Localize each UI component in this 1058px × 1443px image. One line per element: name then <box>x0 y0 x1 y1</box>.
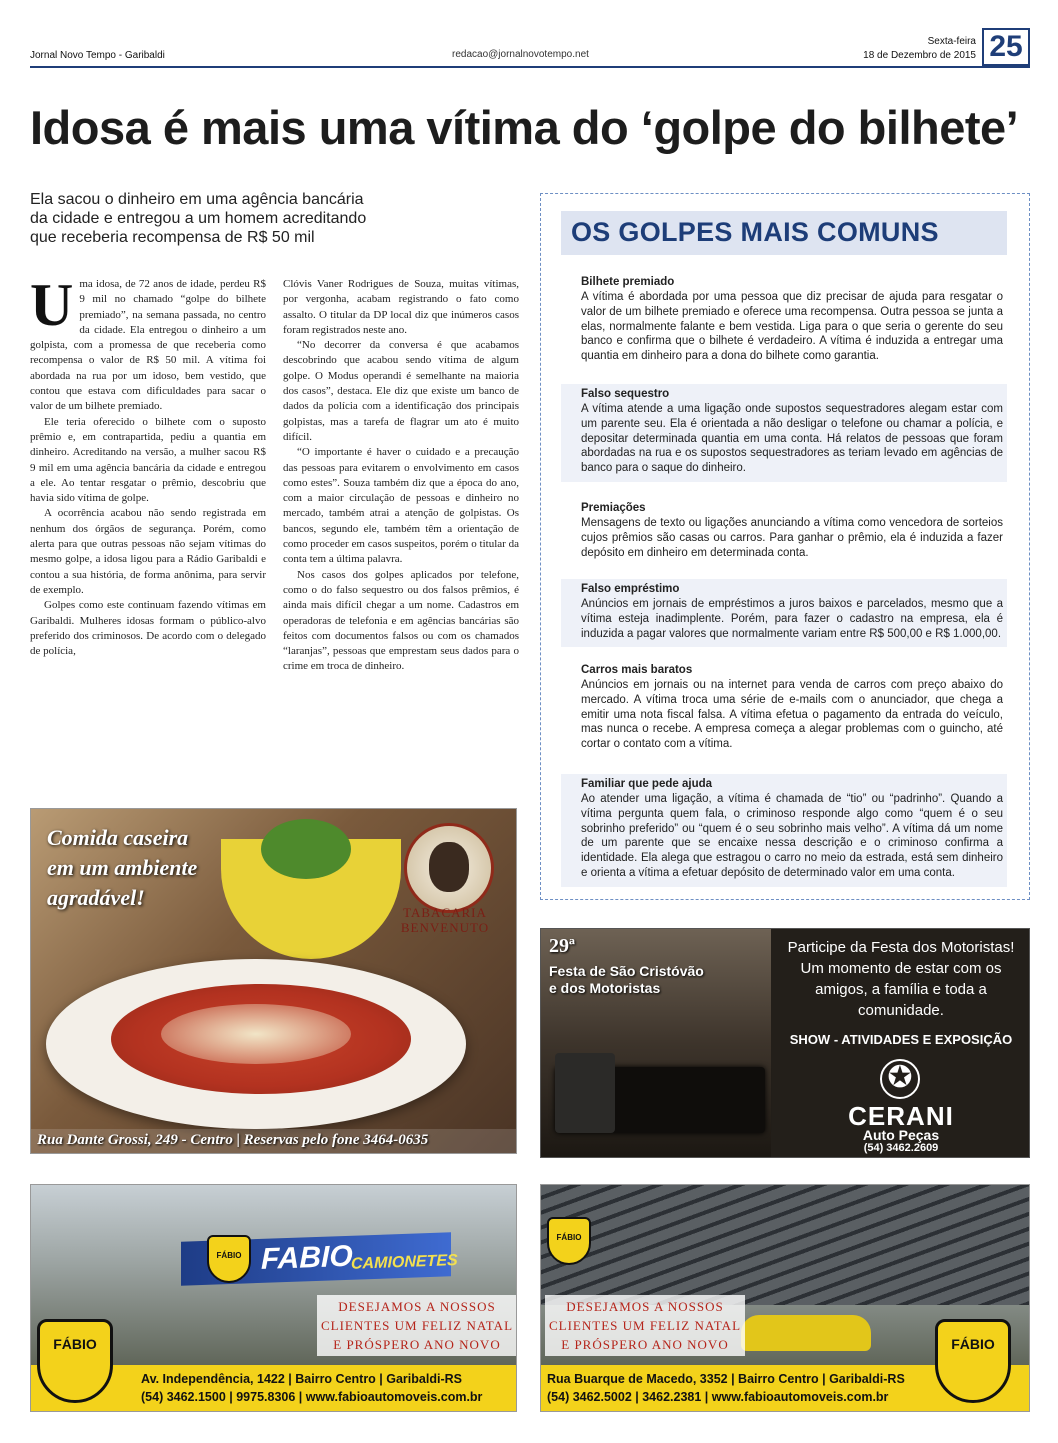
message-line: DESEJAMOS A NOSSOS <box>566 1299 724 1314</box>
fabio-automoveis-ad[interactable] <box>540 1184 1030 1412</box>
lede-line: da cidade e entregou a um homem acreditando <box>30 210 367 228</box>
truck-image <box>555 1067 765 1133</box>
paragraph: Clóvis Vaner Rodrigues de Souza, muitas vítimas, por vergonha, acabam registrando o fato como assalto. O titular da DP local diz que inúmeros casos foram registrados neste ano. <box>283 278 519 336</box>
publication-name: Jornal Novo Tempo - Garibaldi <box>30 50 165 61</box>
christmas-message <box>317 1295 517 1356</box>
scam-text: Anúncios em jornais de empréstimos a juros baixos e parcelados, mesmo que a vítima esteja inadimplente. Porém, para fazer o cadastro na empresa, ela é induzida a pagar valores que normalmente variam entre R$ 500,00 e R$ 1.000,00. <box>581 598 1003 640</box>
paragraph: Ele teria oferecido o bilhete com o suposto prêmio e, em contrapartida, pediu a quantia em dinheiro. Acreditando na versão, a mulher sacou R$ 9 mil em uma agência bancária da cidade e entregou a ele. Ao tentar resgatar o prêmio, descobriu que havia sido vítima de golpe. <box>30 415 266 505</box>
scam-item <box>561 579 1007 647</box>
invite-line: Participe da Festa dos Motoristas! <box>787 939 1015 956</box>
message-line: CLIENTES UM FELIZ NATAL <box>320 1318 514 1333</box>
paragraph: Nos casos dos golpes aplicados por telefone, como o do falso sequestro ou dos falsos prêmios, é ainda mais difícil chegar a um nome. Cadastros em operadoras de telefonia e em agências bancárias são feitos com documentos falsos ou com os chamados “laranjas”, pessoas que emprestam seus dados para o crime em troca de dinheiro. <box>283 568 519 673</box>
paragraph: A ocorrência acabou não sendo registrada em nenhum dos órgãos de segurança. Porém, como alerta para que outras pessoas não sejam vítimas do mesmo golpe, a idosa ligou para a Rádio Garibaldi e contou a sua história, de forma anônima, para servir de exemplo. <box>30 507 266 596</box>
article-lede <box>30 190 430 248</box>
message-line: DESEJAMOS A NOSSOS <box>338 1299 496 1314</box>
ad-tagline <box>47 823 197 913</box>
scam-title: Familiar que pede ajuda <box>581 778 713 790</box>
ad-address: Rua Dante Grossi, 249 - Centro | Reservas pelo fone 3464-0635 <box>31 1129 516 1153</box>
scam-text: A vítima é abordada por uma pessoa que diz precisar de ajuda para resgatar o valor de um bilhete premiado e oferece uma recompensa. Outra pessoa se junta a elas, normalmente falante e bem vestida. Liga para o que seria o gerente do seu banco e confirma que o bilhete é verdadeiro. A vítima é induzida a entregar uma quantia em dinheiro para a dona do bilhete como garantia. <box>581 291 1003 363</box>
tabacaria-logo <box>404 823 494 913</box>
festival-edition: 29ª <box>549 935 575 957</box>
fabio-shield-icon: FÁBIO <box>37 1319 113 1403</box>
scam-item <box>561 660 1007 758</box>
yellow-car-image <box>741 1315 871 1351</box>
cerani-subtitle: Auto Peças <box>862 1127 940 1143</box>
invite-text <box>771 937 1030 1021</box>
message-line: E PRÓSPERO ANO NOVO <box>561 1337 729 1352</box>
tagline-line: em um ambiente <box>47 855 198 880</box>
lede-line: Ela sacou o dinheiro em uma agência bancária <box>30 191 364 208</box>
sign-text: FABIO <box>261 1239 353 1276</box>
fabio-shield-icon: FÁBIO <box>935 1319 1011 1403</box>
paragraph: “No decorrer da conversa é que acabamos descobrindo que acabou sendo vítima de algum golpe. O Modus operandi é semelhante na maioria dos casos”, destaca. Ele diz que existe um banco de dados da polícia com a identificação dos principais golpistas, mas a tarefa de flagrar um ato é muito difícil. <box>283 339 519 443</box>
scam-text: Anúncios em jornais ou na internet para venda de carros com preço abaixo do mercado. A vítima troca uma série de e-mails com o anunciador, que chega a emitir uma nota fiscal falsa. A vítima efetua o pagamento da entrada do veículo, mas nunca o recebe. A empresa começa a alegar problemas com o guincho, até cortar o contato com a vítima. <box>581 679 1003 751</box>
header-rule <box>30 66 1030 68</box>
lede-line: que receberia recompensa de R$ 50 mil <box>30 229 315 247</box>
cerani-phone: (54) 3462.2609 <box>863 1142 939 1154</box>
scams-sidebar <box>540 193 1030 900</box>
herb-image <box>261 819 351 879</box>
paragraph: “O importante é haver o cuidado e a precaução das pessoas para evitarem o envolvimento em casos como estes”. Souza também diz que a época do ano, com a maior circulação de pessoas e dinheiro no mercado, também atrai a atenção de golpistas. Os bancos, segundo ele, também têm a orientação de como proceder em casos suspeitos, porém o titular da conta tem a última palavra. <box>283 446 519 566</box>
portrait-icon <box>429 842 469 892</box>
weekday: Sexta-feira <box>927 36 976 47</box>
brand-name: BENVENUTO <box>400 920 490 935</box>
scam-title: Falso sequestro <box>581 388 670 400</box>
scam-text: A vítima atende a uma ligação onde supostos sequestradores alegam estar com um parente seu. Ela é orientada a não desligar o telefone ou chamar a polícia, e depositar determinada quantia em uma conta. Há relatos de pessoas que foram abordadas na rua e os supostos sequestradores as teriam levado em agências de banco para o saque do dinheiro. <box>581 403 1003 475</box>
scam-text: Mensagens de texto ou ligações anunciando a vítima como vencedora de sorteios cujos prêmios são casas ou carros. Para ganhar o prêmio, ela é induzida a fazer depósito em dinheiro em determinada conta. <box>581 517 1003 559</box>
cerani-info <box>771 929 1030 1158</box>
invite-line: comunidade. <box>858 1002 944 1019</box>
ad-contact[interactable]: (54) 3462.1500 | 9975.8306 | www.fabioautomoveis.com.br <box>141 1390 483 1404</box>
article-column-1 <box>30 272 266 659</box>
fabio-shield-icon: FÁBIO <box>207 1235 251 1283</box>
fabio-camionetes-ad[interactable] <box>30 1184 517 1412</box>
ad-address: Av. Independência, 1422 | Bairro Centro | Garibaldi-RS <box>141 1372 462 1386</box>
article-headline: Idosa é mais uma vítima do ‘golpe do bilhete’ <box>30 101 1019 154</box>
show-line: SHOW - ATIVIDADES E EXPOSIÇÃO <box>789 1032 1013 1047</box>
festival-name: e dos Motoristas <box>549 980 661 996</box>
scam-title: Bilhete premiado <box>581 276 675 288</box>
cerani-logo-text: CERANI <box>848 1101 954 1131</box>
scam-item <box>561 498 1007 566</box>
scam-item <box>561 272 1007 370</box>
article-column-2 <box>283 277 519 675</box>
ad-address: Rua Buarque de Macedo, 3352 | Bairro Centro | Garibaldi-RS <box>547 1372 905 1386</box>
canopy-roof <box>541 1185 1029 1305</box>
festival-name: Festa de São Cristóvão <box>549 963 704 979</box>
scam-title: Carros mais baratos <box>581 664 693 676</box>
issue-date: 18 de Dezembro de 2015 <box>863 50 976 61</box>
drop-cap: U <box>30 272 74 338</box>
truck-cab <box>555 1053 615 1133</box>
scam-item <box>561 384 1007 482</box>
tagline-line: Comida caseira <box>47 825 189 850</box>
mercedes-star-icon: ✪ <box>880 1059 920 1099</box>
scam-title: Premiações <box>581 502 646 514</box>
ad-contact[interactable]: (54) 3462.5002 | 3462.2381 | www.fabioautomoveis.com.br <box>547 1390 889 1404</box>
message-line: CLIENTES UM FELIZ NATAL <box>548 1318 742 1333</box>
scam-item <box>561 774 1007 887</box>
cerani-ad[interactable] <box>540 928 1030 1158</box>
christmas-message <box>545 1295 745 1356</box>
message-line: E PRÓSPERO ANO NOVO <box>333 1337 501 1352</box>
invite-line: amigos, a família e toda a <box>815 981 987 998</box>
brand-name: TABACARIA <box>403 905 487 920</box>
scam-title: Falso empréstimo <box>581 583 680 595</box>
paragraph: ma idosa, de 72 anos de idade, perdeu R$ 9 mil no chamado “golpe do bilhete premiado”, na semana passada, no centro da cidade. Ela entregou o dinheiro a um golpista, com a promessa de que receberia como recompensa o valor de R$ 50 mil. A vítima foi abordada na rua por um idoso, bem vestido, que contou que estava com dificuldades para sacar o valor de um bilhete premiado. <box>30 278 266 413</box>
restaurant-ad[interactable] <box>30 808 517 1154</box>
festival-poster <box>541 929 771 1158</box>
sidebar-title: OS GOLPES MAIS COMUNS <box>561 211 1007 255</box>
scam-text: Ao atender uma ligação, a vítima é chamada de “tio” ou “padrinho”. Quando a vítima pergunta quem fala, o criminoso responde algo como “quem é o seu sobrinho preferido” ou “quem é o seu sobrinho mais velho”. A vítima dá um nome de um parente que se encaixe nessa descrição e o criminoso confirma a identidade. Ela alega que estragou o carro no meio da estrada, está sem dinheiro e orienta a vítima a efetuar depósito de determinado valor em uma conta. <box>581 793 1003 879</box>
page-number: 25 <box>982 28 1030 66</box>
invite-line: Um momento de estar com os <box>800 960 1002 977</box>
tagline-line: agradável! <box>47 885 145 910</box>
contact-email[interactable]: redacao@jornalnovotempo.net <box>452 49 589 60</box>
sign-subtext: CAMIONETES <box>351 1252 458 1273</box>
cheese-topping <box>161 1004 351 1064</box>
paragraph: Golpes como este continuam fazendo vítimas em Garibaldi. Mulheres idosas formam o público-alvo preferido dos criminosos. De acordo com o delegado de polícia, <box>30 599 266 658</box>
fabio-shield-icon: FÁBIO <box>547 1217 591 1265</box>
